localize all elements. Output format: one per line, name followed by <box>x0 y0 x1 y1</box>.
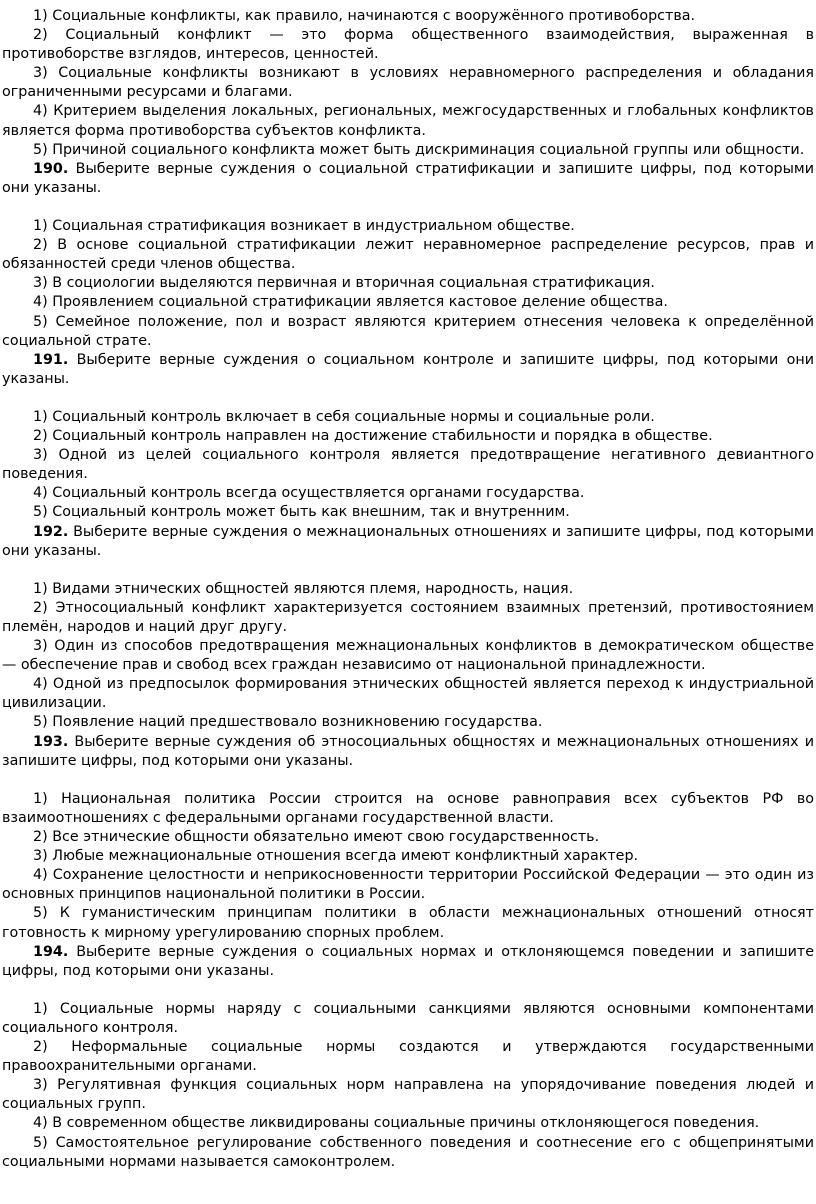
task-prompt <box>2 943 814 981</box>
list-item: 1) Социальные нормы наряду с социальными санкциями являются основными компонентами социального контроля. <box>2 1000 814 1036</box>
list-item: 4) Социальный контроль всегда осуществляется органами государства. <box>33 485 585 502</box>
list-item: 3) Любые межнациональные отношения всегда имеют конфликтный характер. <box>33 848 639 865</box>
spacer <box>2 561 814 580</box>
list-item: 4) Проявлением социальной стратификации является кастовое деление общества. <box>33 294 668 311</box>
task-number: 192. <box>33 523 69 540</box>
list-item: 5) Социальный контроль может быть как внешним, так и внутренним. <box>33 504 570 521</box>
list-item: 5) Семейное положение, пол и возраст являются критерием отнесения человека к определённой социальной страте. <box>2 313 814 349</box>
list-item: 4) Критерием выделения локальных, региональных, межгосударственных и глобальных конфликтов является форма противоборства субъектов конфликта. <box>2 103 814 139</box>
spacer <box>2 198 814 217</box>
list-item: 2) Этносоциальный конфликт характеризуется состоянием взаимных претензий, противостоянием племён, народов и наций друг другу. <box>2 599 814 635</box>
list-item: 5) Появление наций предшествовало возникновению государства. <box>33 714 543 731</box>
task-number: 191. <box>33 351 69 368</box>
list-item: 2) Социальный конфликт — это форма общественного взаимодействия, выраженная в противоборстве взглядов, интересов, ценностей. <box>2 27 814 63</box>
list-item: 5) Причиной социального конфликта может быть дискриминация социальной группы или общности. <box>33 141 805 158</box>
list-item: 2) Все этнические общности обязательно имеют свою государственность. <box>33 829 600 846</box>
spacer <box>2 981 814 1000</box>
task-prompt-text: Выберите верные суждения о социальном контроле и запишите цифры, под которыми они указаны. <box>2 351 814 387</box>
list-item: 1) Социальная стратификация возникает в индустриальном обществе. <box>33 218 575 235</box>
list-item: 4) Одной из предпосылок формирования этнических общностей является переход к индустриальной цивилизации. <box>2 676 814 712</box>
list-item: 1) Национальная политика России строится на основе равноправия всех субъектов РФ во взаимоотношениях с федеральными органами государственной власти. <box>2 790 814 826</box>
list-item: 5) Самостоятельное регулирование собственного поведения и соотнесение его с общепринятыми социальными нормами называется самоконтролем. <box>2 1134 814 1170</box>
list-item: 5) К гуманистическим принципам политики в области межнациональных отношений относят готовность к мирному урегулированию спорных проблем. <box>2 905 814 941</box>
task-number: 193. <box>33 733 69 750</box>
list-item: 1) Видами этнических общностей являются племя, народность, нация. <box>33 580 574 597</box>
list-item: 3) Социальные конфликты возникают в условиях неравномерного распределения и обладания ограниченными ресурсами и благами. <box>2 65 814 101</box>
task-prompt <box>2 351 814 389</box>
list-item: 4) В современном обществе ликвидированы социальные причины отклоняющегося поведения. <box>33 1115 760 1132</box>
task-prompt-text: Выберите верные суждения о межнациональных отношениях и запишите цифры, под которыми они указаны. <box>2 523 814 559</box>
task-number: 194. <box>33 943 69 960</box>
task-prompt <box>2 523 814 561</box>
list-item: 2) В основе социальной стратификации лежит неравномерное распределение ресурсов, прав и обязанностей среди членов общества. <box>2 237 814 273</box>
list-item: 2) Социальный контроль направлен на достижение стабильности и порядка в обществе. <box>33 428 713 445</box>
task-number: 190. <box>33 160 69 177</box>
spacer <box>2 771 814 790</box>
task-prompt-text: Выберите верные суждения о социальных нормах и отклоняющемся поведении и запишите цифры, под которыми они указаны. <box>2 943 814 979</box>
list-item: 4) Сохранение целостности и неприкосновенности территории Российской Федерации — это один из основных принципов национальной политики в России. <box>2 867 814 903</box>
list-item: 3) Один из способов предотвращения межнациональных конфликтов в демократическом обществе — обеспечение прав и свобод всех граждан независимо от национальной принадлежности. <box>2 638 814 674</box>
task-prompt <box>2 733 814 771</box>
task-prompt-text: Выберите верные суждения об этносоциальных общностях и межнациональных отношениях и запишите цифры, под которыми они указаны. <box>2 733 815 769</box>
list-item: 3) В социологии выделяются первичная и вторичная социальная стратификация. <box>33 275 655 292</box>
list-item: 3) Регулятивная функция социальных норм направлена на упорядочивание поведения людей и социальных групп. <box>2 1077 814 1113</box>
spacer <box>2 389 814 408</box>
list-item: 2) Неформальные социальные нормы создаются и утверждаются государственными правоохранительными органами. <box>2 1039 814 1075</box>
list-item: 3) Одной из целей социального контроля является предотвращение негативного девиантного поведения. <box>2 447 814 483</box>
list-item: 1) Социальные конфликты, как правило, начинаются с вооружённого противоборства. <box>33 8 696 24</box>
task-prompt <box>2 160 814 198</box>
list-item: 1) Социальный контроль включает в себя социальные нормы и социальные роли. <box>33 408 655 425</box>
task-prompt-text: Выберите верные суждения о социальной стратификации и запишите цифры, под которыми они указаны. <box>2 160 815 196</box>
